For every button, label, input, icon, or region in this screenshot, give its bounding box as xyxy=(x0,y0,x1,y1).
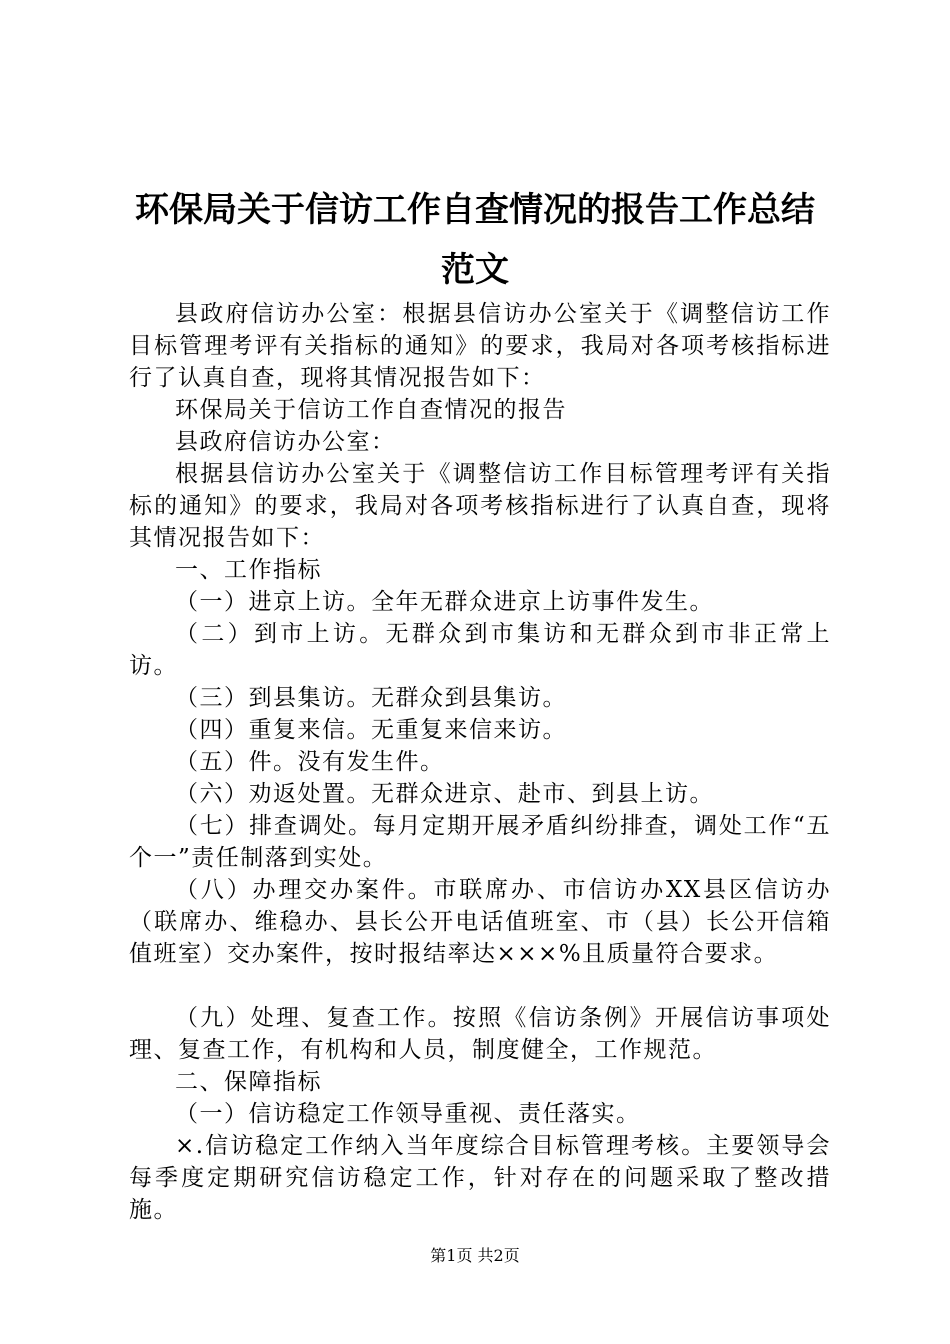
list-item-9: （九）处理、复查工作。按照《信访条例》开展信访事项处理、复查工作，有机构和人员，制度健全，工作规范。 xyxy=(129,1005,831,1063)
page-footer: 第1页 共2页 xyxy=(430,1246,520,1265)
document-title-line-1: 环保局关于信访工作自查情况的报告工作总结 xyxy=(135,190,815,230)
paragraph-addressee: 县政府信访办公室： xyxy=(175,429,396,455)
list-item-3: （三）到县集访。无群众到县集访。 xyxy=(175,685,567,711)
guarantee-subitem: ×.信访稳定工作纳入当年度综合目标管理考核。主要领导会每季度定期研究信访稳定工作，针对存在的问题采取了整改措施。 xyxy=(129,1133,831,1223)
list-item-4: （四）重复来信。无重复来信来访。 xyxy=(175,717,567,743)
paragraph-report-title: 环保局关于信访工作自查情况的报告 xyxy=(175,397,567,423)
paragraph-gap xyxy=(129,970,831,1002)
section-heading-guarantee-indicators: 二、保障指标 xyxy=(175,1069,322,1095)
list-item-2: （二）到市上访。无群众到市集访和无群众到市非正常上访。 xyxy=(129,621,831,679)
guarantee-item-1: （一）信访稳定工作领导重视、责任落实。 xyxy=(175,1101,641,1127)
list-item-5: （五）件。没有发生件。 xyxy=(175,749,445,775)
paragraph-basis: 根据县信访办公室关于《调整信访工作目标管理考评有关指标的通知》的要求，我局对各项考核指标进行了认真自查，现将其情况报告如下： xyxy=(129,461,831,551)
list-item-6: （六）劝返处置。无群众进京、赴市、到县上访。 xyxy=(175,781,714,807)
list-item-1: （一）进京上访。全年无群众进京上访事件发生。 xyxy=(175,589,714,615)
paragraph-intro: 县政府信访办公室：根据县信访办公室关于《调整信访工作目标管理考评有关指标的通知》的要求，我局对各项考核指标进行了认真自查，现将其情况报告如下： xyxy=(129,301,831,391)
section-heading-work-indicators: 一、工作指标 xyxy=(175,557,322,583)
list-item-7: （七）排查调处。每月定期开展矛盾纠纷排查，调处工作“五个一”责任制落到实处。 xyxy=(129,813,831,871)
list-item-8: （八）办理交办案件。市联席办、市信访办XX县区信访办（联席办、维稳办、县长公开电话值班室、市（县）长公开信箱值班室）交办案件，按时报结率达×××%且质量符合要求。 xyxy=(129,877,831,967)
document-body xyxy=(129,298,831,1226)
document-title-line-2: 范文 xyxy=(441,250,509,290)
